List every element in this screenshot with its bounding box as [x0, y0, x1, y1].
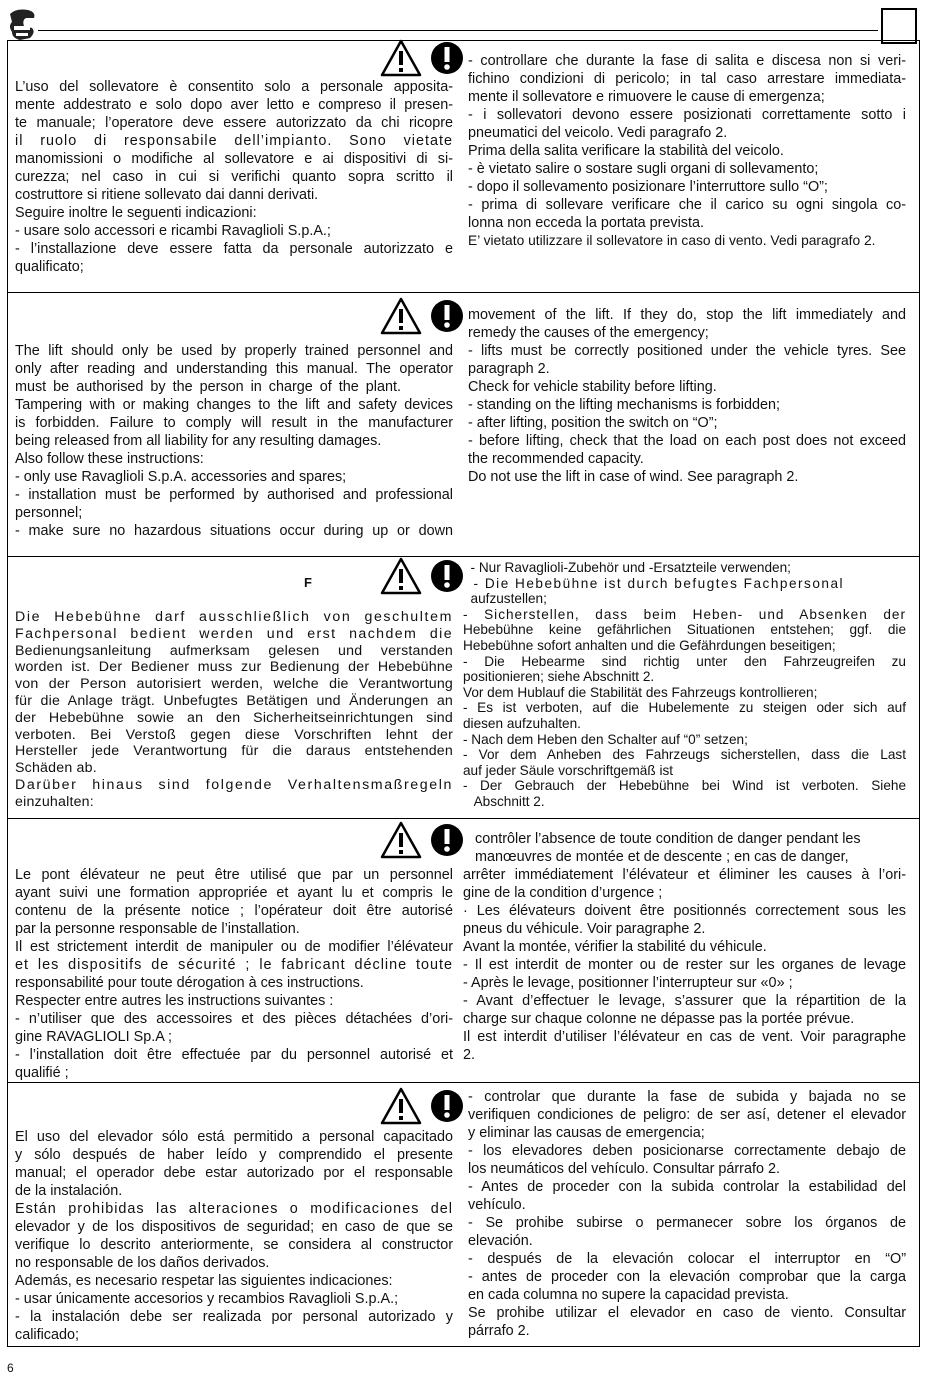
paragraph-line: movement of the lift. If they do, stop the lift immediately and [468, 307, 906, 323]
text-column-left [15, 78, 453, 276]
paragraph-line: 2. [463, 1047, 476, 1063]
exclamation-circle-icon [430, 559, 464, 593]
paragraph-line: Prima della salita verificare la stabilità del veicolo. [468, 143, 784, 159]
paragraph-line: Fachpersonal bedient werden und erst nachdem die [15, 625, 453, 642]
paragraph-line: Le pont élévateur ne peut être utilisé que par un personnel [15, 867, 453, 883]
paragraph-line: positionieren; siehe Abschnitt 2. [463, 669, 655, 685]
paragraph-line: te manuale; l’operatore deve essere autorizzato da chi ricopre [15, 115, 453, 131]
paragraph-line: verifique lo descrito anteriormente, se considera al constructor [15, 1237, 453, 1253]
paragraph-line: Se prohibe utilizar el elevador en caso de viento. Consultar [468, 1305, 906, 1321]
paragraph-line: Hersteller jede Verantwortung für die daraus entstehenden [15, 743, 453, 760]
paragraph-line: contenu de la présente notice ; l’opérateur doit être autorisé [15, 903, 453, 919]
paragraph-line: pneus du véhicule. Voir paragraphe 2. [463, 921, 706, 937]
warning-triangle-icon [380, 297, 422, 335]
paragraph-line: - Antes de proceder con la subida controlar la estabilidad del [468, 1179, 906, 1195]
paragraph-line: - Die Hebebühne ist durch befugtes Fachpersonal [463, 575, 845, 591]
paragraph-line: costruttore si ritiene sollevato dai danni derivati. [15, 187, 319, 203]
text-column-left [15, 609, 453, 811]
paragraph-line: - después de la elevación colocar el interruptor en “O” [468, 1251, 906, 1267]
paragraph-line: Vor dem Hublauf die Stabilität des Fahrzeugs kontrollieren; [463, 684, 818, 700]
text-column-right [468, 1088, 906, 1340]
paragraph-line: is forbidden. Failure to comply will result in the manufacturer [15, 415, 453, 431]
paragraph-line: - Avant d’effectuer le levage, s’assurer que la répartition de la [463, 993, 906, 1009]
paragraph-line: - Nur Ravaglioli-Zubehör und -Ersatzteile verwenden; [463, 560, 791, 575]
exclamation-circle-icon [430, 41, 464, 75]
paragraph-line: - dopo il sollevamento posizionare l’interruttore sullo “O”; [468, 179, 828, 195]
paragraph-line: - Vor dem Anheben des Fahrzeugs sicherstellen, dass die Last [463, 747, 906, 763]
page-number: 6 [7, 1361, 14, 1375]
paragraph-line: - Die Hebearme sind richtig unter den Fahrzeugreifen zu [463, 653, 906, 669]
paragraph-line: diesen aufzuhalten. [463, 715, 581, 731]
paragraph-line: arrêter immédiatement l’élévateur et éliminer les causes à l’ori- [463, 867, 906, 883]
paragraph-line: - prima di sollevare verificare che il carico su ogni singola co- [468, 197, 906, 213]
paragraph-line: - usare solo accessori e ricambi Ravaglioli S.p.A.; [15, 223, 331, 239]
paragraph-line: Respecter entre autres les instructions suivantes : [15, 993, 334, 1009]
paragraph-line: manomissioni o modifiche al sollevatore e ai dispositivi di si- [15, 151, 453, 167]
paragraph-line: - Se prohibe subirse o permanecer sobre los órganos de [468, 1215, 906, 1231]
text-column-left [15, 866, 453, 1082]
paragraph-line: de la instalación. [15, 1183, 123, 1199]
section-english [7, 292, 920, 557]
paragraph-line: aufzustellen; [463, 591, 547, 607]
paragraph-line: der Hebebühne sowie an den Sicherheitseinrichtungen sind [15, 709, 453, 726]
section-italian [7, 40, 920, 293]
paragraph-line: Hebebühne keine gefährlichen Situationen entstehen; ggf. die [463, 622, 906, 638]
paragraph-line: Also follow these instructions: [15, 451, 204, 467]
exclamation-circle-icon [430, 299, 464, 333]
paragraph-line: E’ vietato utilizzare il sollevatore in caso di vento. Vedi paragrafo 2. [468, 233, 876, 248]
paragraph-line: Hebebühne sofort anhalten und die Gefährdungen beseitigen; [463, 637, 836, 653]
paragraph-line: mente il sollevatore e rimuovere le cause di emergenza; [468, 89, 825, 105]
paragraph-line: qualifié ; [15, 1065, 69, 1081]
paragraph-line: - Es ist verboten, auf die Hubelemente zu steigen oder sich auf [463, 700, 906, 716]
paragraph-line: - before lifting, check that the load on each post does not exceed [468, 433, 906, 449]
paragraph-line: y eliminar las causas de emergencia; [468, 1125, 705, 1141]
section-label: F [304, 575, 312, 590]
paragraph-line: elevador y de los dispositivos de seguridad; en caso de que se [15, 1219, 453, 1235]
language-flag-box [881, 8, 917, 44]
paragraph-line: et les dispositifs de sécurité ; le fabricant décline toute [15, 957, 453, 973]
warning-symbols [380, 297, 464, 335]
paragraph-line: - Der Gebrauch der Hebebühne bei Wind ist verboten. Siehe [463, 778, 906, 794]
paragraph-line: - usar únicamente accesorios y recambios Ravaglioli S.p.A.; [15, 1291, 399, 1307]
paragraph-line: Check for vehicle stability before lifting. [468, 379, 717, 395]
paragraph-line: El uso del elevador sólo está permitido a personal capacitado [15, 1129, 453, 1145]
paragraph-line: - n’utiliser que des accessoires et des pièces détachées d’ori- [15, 1011, 453, 1027]
paragraph-line: für die Anlage trägt. Unbefugtes Betätigen und Änderungen an [15, 692, 453, 709]
paragraph-line: L’uso del sollevatore è consentito solo a personale apposita- [15, 79, 453, 95]
paragraph-line: - l’installazione deve essere fatta da personale autorizzato e [15, 241, 453, 257]
paragraph-line: - installation must be performed by authorised and professional [15, 487, 453, 503]
paragraph-line: charge sur chaque colonne ne dépasse pas la portée prévue. [463, 1011, 855, 1027]
paragraph-line: - los elevadores deben posicionarse correctamente debajo de [468, 1143, 906, 1159]
paragraph-line: gine de la condition d’urgence ; [463, 885, 663, 901]
paragraph-line: Además, es necesario respetar las siguientes indicaciones: [15, 1273, 393, 1289]
paragraph-line: fichino condizioni di pericolo; in tal caso arrestare immediata- [468, 71, 906, 87]
paragraph-line: einzuhalten: [15, 793, 94, 810]
paragraph-line: en cada columna no supere la capacidad prevista. [468, 1287, 789, 1303]
paragraph-line: responsabilité pour toute dérogation à ces instructions. [15, 975, 364, 991]
paragraph-line: vehículo. [468, 1197, 526, 1213]
paragraph-line: Die Hebebühne darf ausschließlich von geschultem [15, 609, 453, 625]
paragraph-line: Avant la montée, vérifier la stabilité du véhicule. [463, 939, 767, 955]
paragraph-line: - Nach dem Heben den Schalter auf “0” setzen; [463, 731, 748, 747]
text-column-left [15, 1128, 453, 1344]
header-rule [38, 30, 878, 31]
paragraph-line: Darüber hinaus sind folgende Verhaltensmaßregeln [15, 776, 453, 793]
paragraph-line: von der Person autorisiert werden, welche die Verantwortung [15, 676, 453, 693]
paragraph-line: - Après le levage, positionner l’interrupteur sur «0» ; [463, 975, 793, 991]
paragraph-line: - controllare che durante la fase di salita e discesa non si veri- [468, 53, 906, 69]
paragraph-line: - standing on the lifting mechanisms is forbidden; [468, 397, 780, 413]
text-column-right [463, 560, 906, 810]
paragraph-line: - only use Ravaglioli S.p.A. accessories and spares; [15, 469, 347, 485]
paragraph-line: - antes de proceder con la elevación comprobar que la carga [468, 1269, 906, 1285]
paragraph-line: worden ist. Der Bediener muss zur Bedienung der Hebebühne [15, 659, 453, 676]
paragraph-line: - Il est interdit de monter ou de rester sur les organes de levage [463, 957, 906, 973]
paragraph-line: il ruolo di responsabile dell’impianto. Sono vietate [15, 133, 453, 149]
paragraph-line: - i sollevatori devono essere posizionati correttamente sotto i [468, 107, 906, 123]
paragraph-line: the recommended capacity. [468, 451, 644, 467]
warning-triangle-icon [380, 1087, 422, 1125]
paragraph-line: no responsable de los daños derivados. [15, 1255, 270, 1271]
paragraph-line: Abschnitt 2. [463, 793, 545, 809]
paragraph-line: gine RAVAGLIOLI Sp.A ; [15, 1029, 173, 1045]
paragraph-line: Schäden ab. [15, 760, 97, 777]
warning-triangle-icon [380, 557, 422, 595]
section-spanish [7, 1082, 920, 1347]
paragraph-line: Il est strictement interdit de manipuler ou de modifier l’élévateur [15, 939, 453, 955]
section-german [7, 556, 920, 819]
paragraph-line: paragraph 2. [468, 361, 550, 377]
paragraph-line: auf jeder Säule vorschriftgemäß ist [463, 762, 674, 778]
paragraph-line: par la personne responsable de l’installation. [15, 921, 300, 937]
paragraph-line: mente addestrato e solo dopo aver letto e compreso il presen- [15, 97, 453, 113]
warning-symbols [380, 821, 464, 859]
text-column-right [463, 830, 906, 1064]
paragraph-line: y sólo después de haber leído y comprendido el presente [15, 1147, 453, 1163]
paragraph-line: manual; el operador debe estar autorizado por el responsable [15, 1165, 453, 1181]
paragraph-line: Tampering with or making changes to the lift and safety devices [15, 397, 453, 413]
paragraph-line: elevación. [468, 1233, 533, 1249]
warning-triangle-icon [380, 39, 422, 77]
paragraph-line: - after lifting, position the switch on “O”; [468, 415, 718, 431]
exclamation-circle-icon [430, 823, 464, 857]
paragraph-line: must be authorised by the person in charge of the plant. [15, 379, 401, 395]
text-column-right [468, 52, 906, 250]
paragraph-line: manœuvres de montée et de descente ; en cas de danger, [463, 849, 849, 865]
paragraph-line: Seguire inoltre le seguenti indicazioni: [15, 205, 257, 221]
paragraph-line: - lifts must be correctly positioned under the vehicle tyres. See [468, 343, 906, 359]
paragraph-line: · Les élévateurs doivent être positionnés correctement sous les [463, 903, 906, 919]
brand-logo [6, 6, 40, 42]
paragraph-line: being released from all liability for any resulting damages. [15, 433, 382, 449]
paragraph-line: remedy the causes of the emergency; [468, 325, 709, 341]
paragraph-line: - Sicherstellen, dass beim Heben- und Absenken der [463, 606, 906, 622]
warning-symbols [380, 1087, 464, 1125]
section-french [7, 818, 920, 1083]
text-column-left [15, 342, 453, 540]
paragraph-line: only after reading and understanding this manual. The operator [15, 361, 453, 377]
warning-symbols [380, 39, 464, 77]
exclamation-circle-icon [430, 1089, 464, 1123]
paragraph-line: pneumatici del veicolo. Vedi paragrafo 2. [468, 125, 728, 141]
paragraph-line: - make sure no hazardous situations occur during up or down [15, 523, 453, 539]
paragraph-line: - l’installation doit être effectuée par du personnel autorisé et [15, 1047, 453, 1063]
paragraph-line: Il est interdit d’utiliser l’élévateur en cas de vent. Voir paragraphe [463, 1029, 906, 1045]
paragraph-line: calificado; [15, 1327, 79, 1343]
paragraph-line: Están prohibidas las alteraciones o modificaciones del [15, 1201, 453, 1217]
paragraph-line: The lift should only be used by properly trained personnel and [15, 343, 453, 359]
paragraph-line: personnel; [15, 505, 83, 521]
warning-symbols [380, 557, 464, 595]
paragraph-line: Bedienungsanleitung aufmerksam gelesen und verstanden [15, 642, 453, 659]
paragraph-line: - è vietato salire o sostare sugli organi di sollevamento; [468, 161, 819, 177]
paragraph-line: los neumáticos del vehículo. Consultar párrafo 2. [468, 1161, 780, 1177]
paragraph-line: verifiquen condiciones de peligro: de ser así, detener el elevador [468, 1107, 906, 1123]
paragraph-line: ayant suivi une formation appropriée et ayant lu et compris le [15, 885, 453, 901]
paragraph-line: qualificato; [15, 259, 84, 275]
paragraph-line: - controlar que durante la fase de subida y bajada no se [468, 1089, 906, 1105]
warning-triangle-icon [380, 821, 422, 859]
paragraph-line: Do not use the lift in case of wind. See paragraph 2. [468, 469, 799, 485]
paragraph-line: curezza; nel caso in cui si verifichi quanto sopra scritto il [15, 169, 453, 185]
paragraph-line: contrôler l’absence de toute condition de danger pendant les [463, 831, 861, 847]
paragraph-line: verboten. Bei Verstoß gegen diese Vorschriften lehnt der [15, 726, 453, 743]
text-column-right [468, 306, 906, 486]
paragraph-line: párrafo 2. [468, 1323, 530, 1339]
paragraph-line: - la instalación debe ser realizada por personal autorizado y [15, 1309, 453, 1325]
paragraph-line: lonna non ecceda la portata prevista. [468, 215, 705, 231]
